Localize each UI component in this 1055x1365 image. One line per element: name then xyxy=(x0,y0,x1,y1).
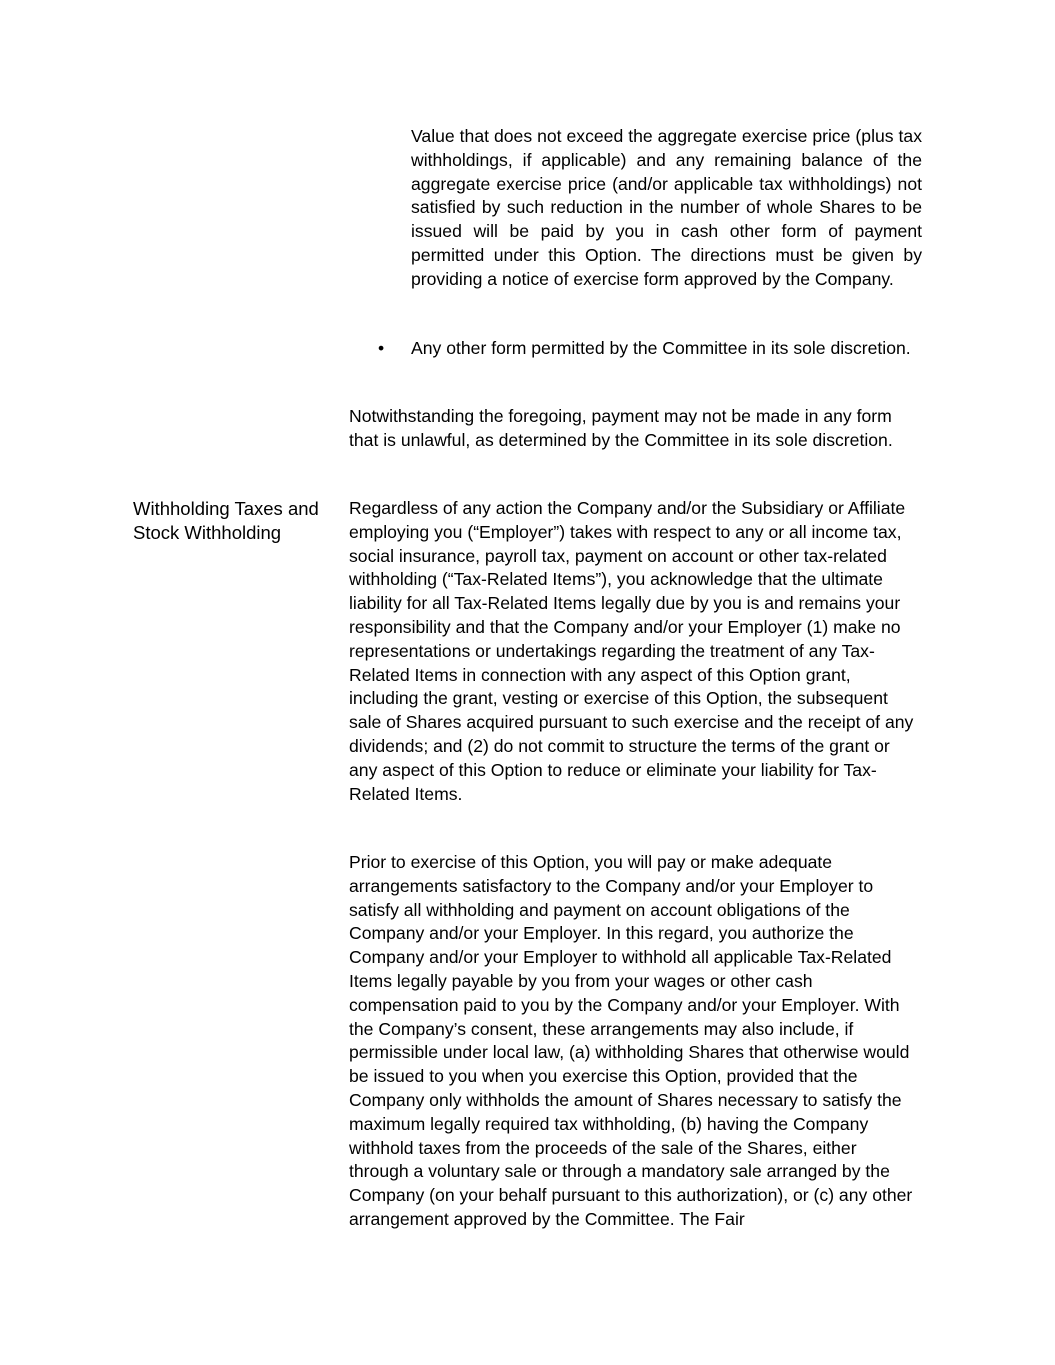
continued-paragraph: Value that does not exceed the aggregate exercise price (plus tax withholdings, if applicable) and any remaining balance of the aggregate exercise price (and/or applicable tax withholdings) not satisfied by such reduction in the number of whole Shares to be issued will be paid by you in cash other form of payment permitted under this Option. The directions must be given by providing a notice of exercise form approved by the Company. xyxy=(411,126,922,289)
bullet-icon: • xyxy=(378,338,385,358)
withholding-arrangements-paragraph: Prior to exercise of this Option, you will pay or make adequate arrangements satisfactory to the Company and/or your Employer to satisfy all withholding and payment on account obligations of the Company and/or your Employer. In this regard, you authorize the Company and/or your Employer to withhold all applicable Tax-Related Items legally payable by you from your wages or other cash compensation paid to you by the Company and/or your Employer. With the Company’s consent, these arrangements may also include, if permissible under local law, (a) withholding Shares that otherwise would be issued to you when you exercise this Option, provided that the Company only withholds the amount of Shares necessary to satisfy the maximum legally required tax withholding, (b) having the Company withhold taxes from the proceeds of the sale of the Shares, either through a voluntary sale or through a mandatory sale arranged by the Company (on your behalf pursuant to this authorization), or (c) any other arrangement approved by the Committee. The Fair xyxy=(349,852,913,1229)
bullet-item-text: Any other form permitted by the Committee in its sole discretion. xyxy=(411,338,911,358)
bullet-list-item xyxy=(378,337,922,361)
section-heading-withholding-taxes: Withholding Taxes and Stock Withholding xyxy=(133,498,319,543)
tax-liability-paragraph: Regardless of any action the Company and/or the Subsidiary or Affiliate employing you (“Employer”) takes with respect to any or all income tax, social insurance, payroll tax, payment on account or other tax-related withholding (“Tax-Related Items”), you acknowledge that the ultimate liability for all Tax-Related Items legally due by you is and remains your responsibility and that the Company and/or your Employer (1) make no representations or undertakings regarding the treatment of any Tax-Related Items in connection with any aspect of this Option grant, including the grant, vesting or exercise of this Option, the subsequent sale of Shares acquired pursuant to such exercise and the receipt of any dividends; and (2) do not commit to structure the terms of the grant or any aspect of this Option to reduce or eliminate your liability for Tax-Related Items. xyxy=(349,498,914,804)
notwithstanding-paragraph: Notwithstanding the foregoing, payment may not be made in any form that is unlawful, as determined by the Committee in its sole discretion. xyxy=(349,406,893,450)
